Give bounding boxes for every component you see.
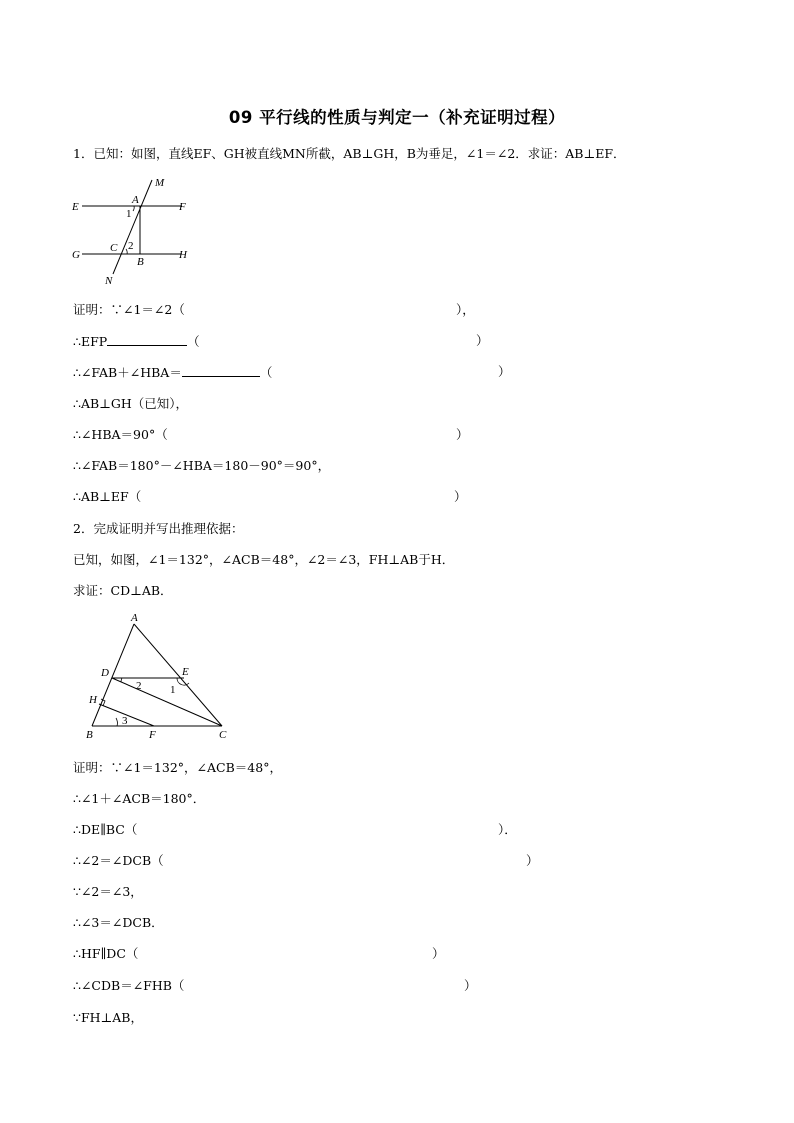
label-E: E	[72, 201, 79, 213]
label-G: G	[72, 249, 80, 261]
label-N: N	[105, 275, 113, 287]
q1-step-4: ∴AB⊥GH（已知），	[73, 396, 189, 411]
q2-intro: 2．完成证明并写出推理依据：	[73, 521, 244, 536]
q2-step-7-close: ）	[432, 946, 445, 961]
q1-step-1: 证明：∵∠1＝∠2（	[73, 302, 185, 317]
label-H: H	[89, 694, 97, 706]
q1-figure	[70, 172, 200, 290]
q2-step-7: ∴HF∥DC（	[73, 946, 139, 961]
q1-step-3: ∴∠FAB＋∠HBA＝ （	[73, 365, 273, 380]
q1-step-2-close: ）	[476, 333, 489, 348]
q2-step-3-close: ）．	[498, 822, 517, 837]
q2-given: 已知，如图，∠1＝132°，∠ACB＝48°，∠2＝∠3，FH⊥AB于H．	[73, 552, 455, 567]
q2-step-1: 证明：∵∠1＝132°，∠ACB＝48°，	[73, 760, 282, 775]
q1-step-6: ∴∠FAB＝180°－∠HBA＝180－90°＝90°，	[73, 458, 331, 473]
q1-step-7: ∴AB⊥EF（	[73, 489, 142, 504]
q1-blank-1[interactable]	[107, 333, 187, 346]
q2-figure	[82, 612, 242, 744]
label-F: F	[149, 729, 156, 741]
q2-step-4-close: ）	[526, 853, 539, 868]
label-B: B	[137, 256, 144, 268]
label-D: D	[101, 667, 109, 679]
label-M: M	[155, 177, 165, 189]
label-B: B	[86, 729, 93, 741]
label-F: F	[179, 201, 186, 213]
q1-step-5: ∴∠HBA＝90°（	[73, 427, 168, 442]
label-C: C	[219, 729, 227, 741]
label-3: 3	[122, 715, 128, 727]
q1-step-2: ∴EFP （	[73, 334, 200, 349]
q2-step-3: ∴DE∥BC（	[73, 822, 138, 837]
label-1: 1	[170, 684, 176, 696]
label-2: 2	[128, 240, 134, 252]
label-C: C	[110, 242, 118, 254]
q1-prompt: 1．已知：如图，直线EF、GH被直线MN所截，AB⊥GH，B为垂足，∠1＝∠2．求证：AB⊥EF．	[73, 146, 626, 161]
q2-step-8: ∴∠CDB＝∠FHB（	[73, 978, 185, 993]
q2-step-6: ∴∠3＝∠DCB．	[73, 915, 164, 930]
q2-step-5: ∵∠2＝∠3，	[73, 884, 143, 899]
page-title: 09 平行线的性质与判定一（补充证明过程）	[228, 108, 566, 127]
q2-step-2: ∴∠1＋∠ACB＝180°．	[73, 791, 206, 806]
q1-step-5-close: ）	[456, 427, 469, 442]
label-2: 2	[136, 680, 142, 692]
q1-step-3-close: ）	[498, 364, 511, 379]
q2-goal: 求证：CD⊥AB．	[73, 583, 173, 598]
q1-blank-2[interactable]	[182, 364, 260, 377]
label-1: 1	[126, 208, 132, 220]
label-A: A	[132, 194, 139, 206]
label-E: E	[182, 666, 189, 678]
label-H: H	[179, 249, 187, 261]
q1-step-7-close: ）	[454, 489, 467, 504]
q1-step-1-close: ），	[456, 302, 475, 317]
q2-step-8-close: ）	[464, 978, 477, 993]
q2-step-9: ∵FH⊥AB，	[73, 1010, 143, 1025]
label-A: A	[131, 612, 138, 624]
q2-step-4: ∴∠2＝∠DCB（	[73, 853, 164, 868]
